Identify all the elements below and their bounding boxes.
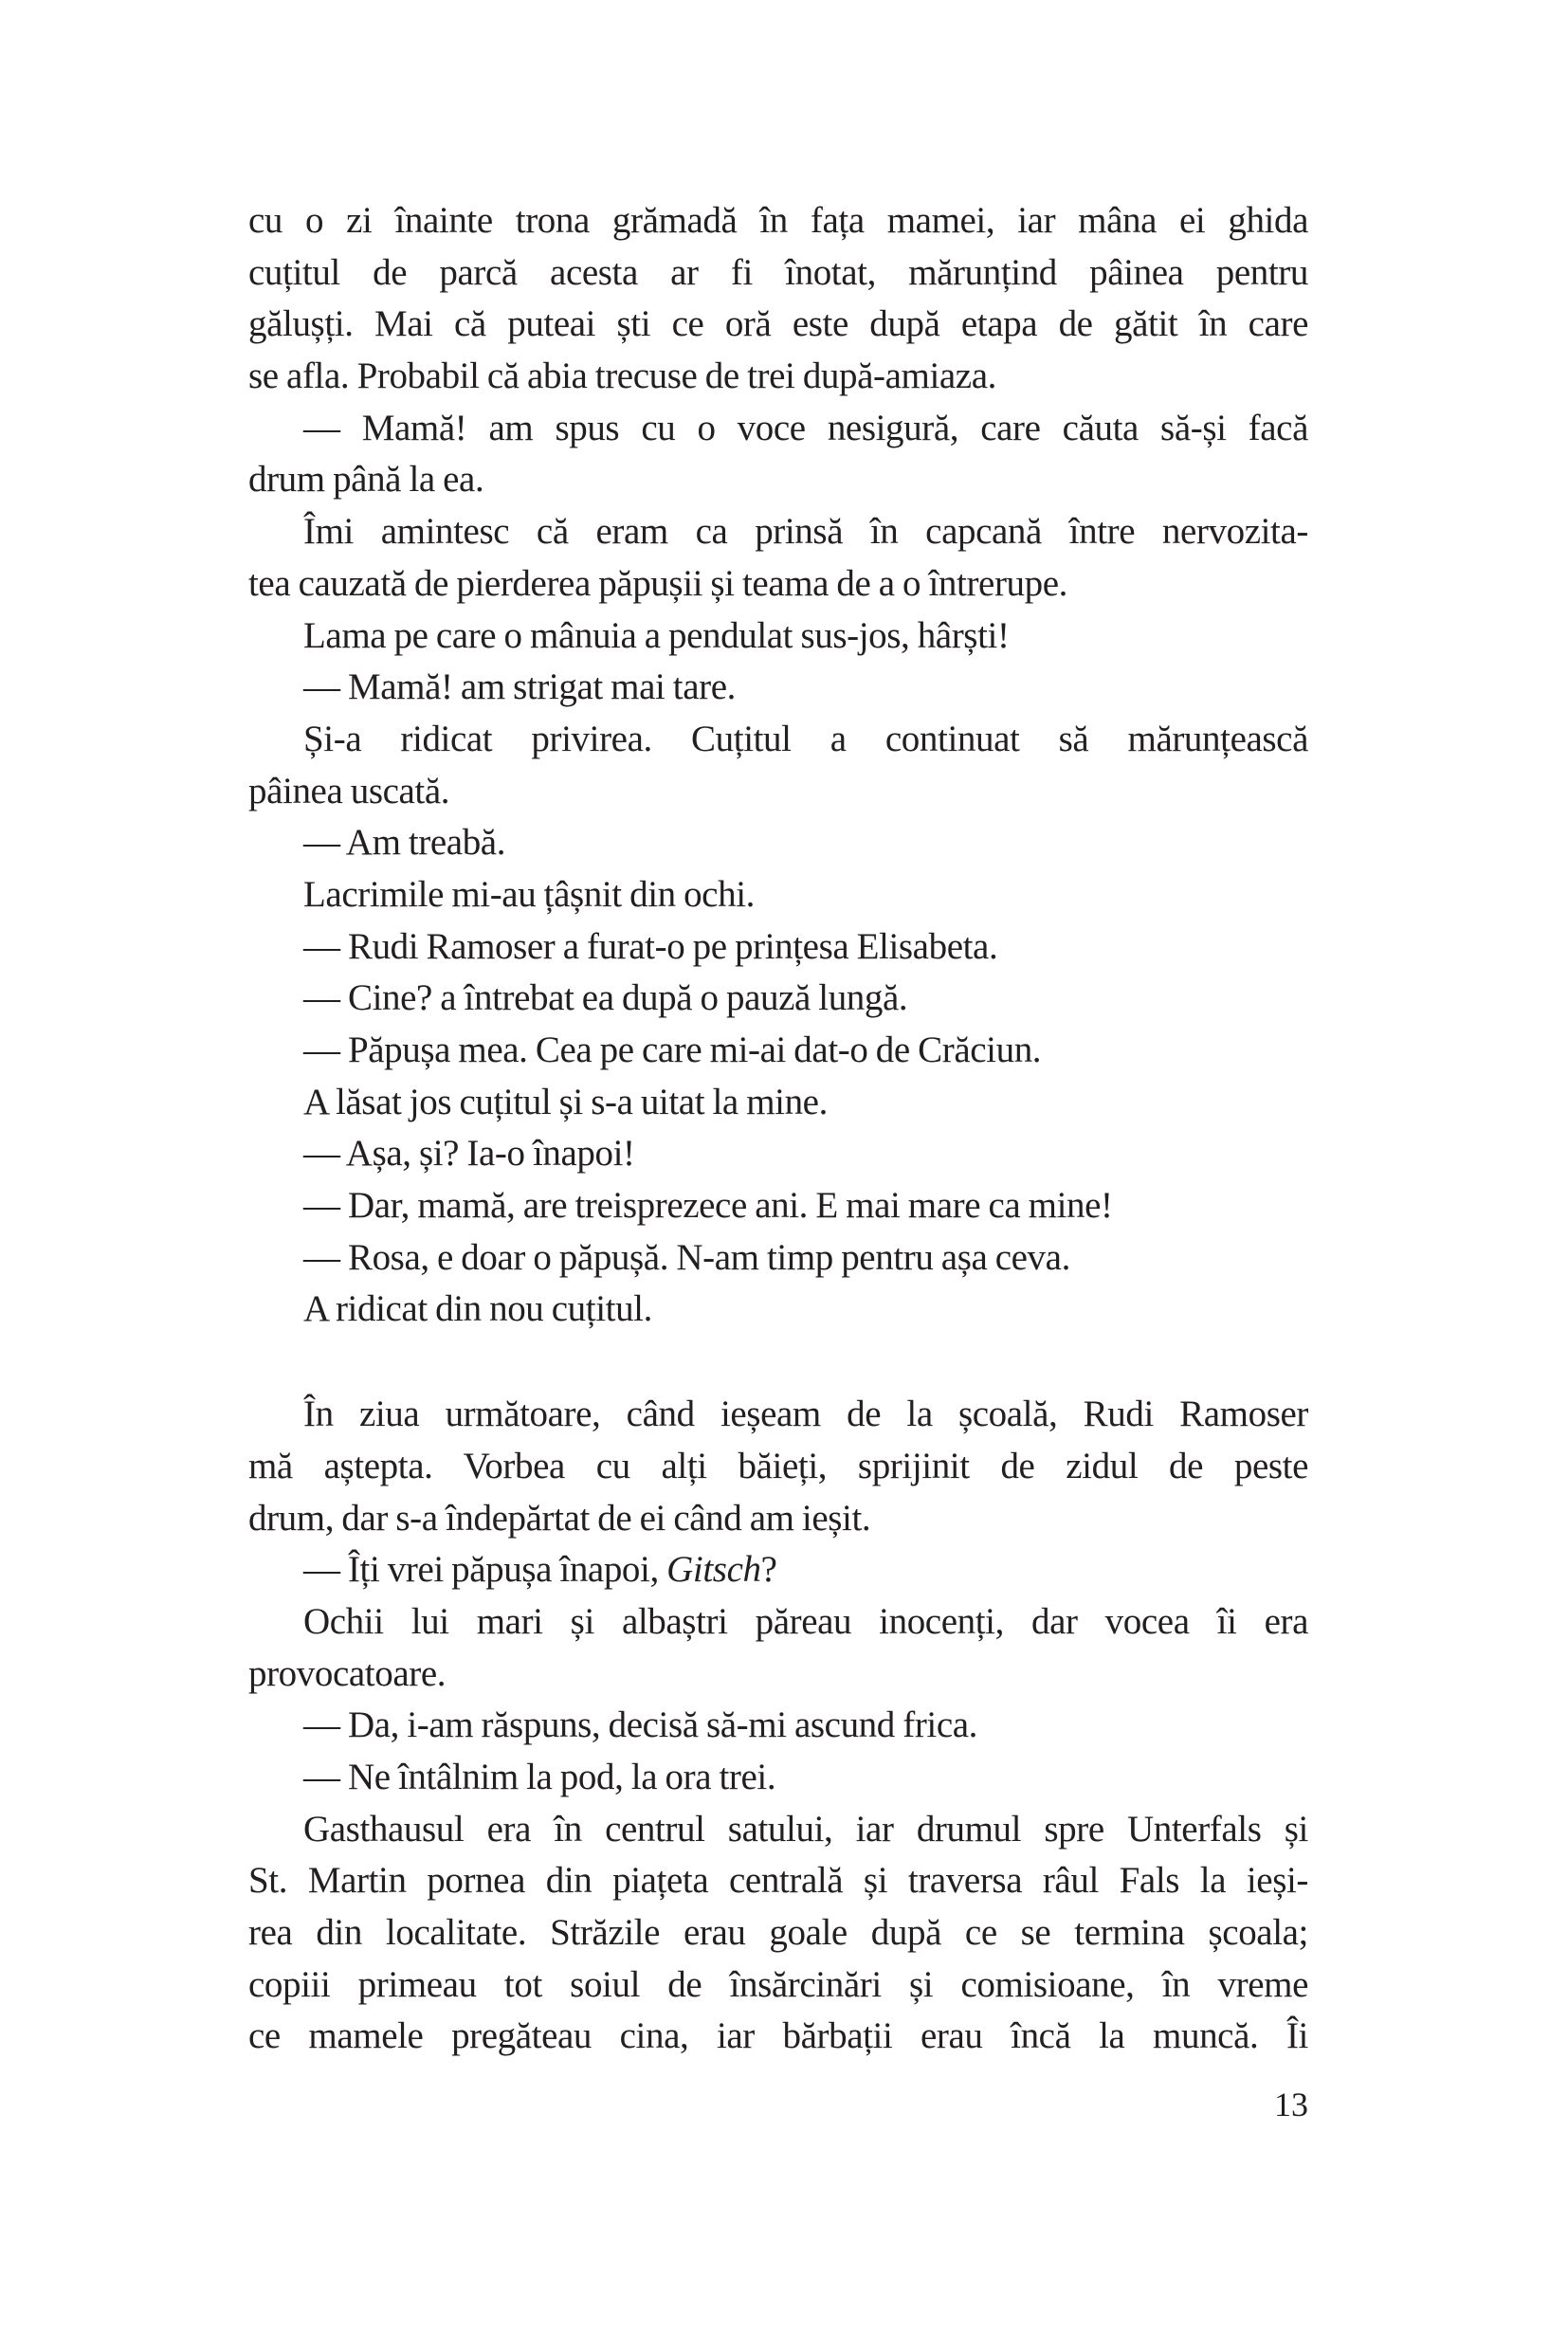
text-line: — Rudi Ramoser a furat-o pe prințesa Elisabeta. bbox=[303, 925, 998, 967]
line-text: — Îți vrei păpușa înapoi, bbox=[303, 1549, 667, 1591]
text-line: Lacrimile mi-au țâșnit din ochi. bbox=[303, 873, 755, 915]
paragraph-gasthausul bbox=[248, 1804, 1308, 2063]
dialogue-rudi bbox=[248, 921, 1308, 974]
dialogue-iti-vrei bbox=[248, 1544, 1308, 1596]
text-line: — Mamă! am strigat mai tare. bbox=[303, 666, 736, 708]
line-punctuation: ? bbox=[760, 1549, 777, 1591]
text-line: gălușți. Mai că puteai ști ce oră este după etapa de gătit în care bbox=[248, 303, 1308, 345]
text-line: mă aștepta. Vorbea cu alți băieți, sprijinit de zidul de peste bbox=[248, 1445, 1308, 1486]
dialogue-da bbox=[248, 1700, 1308, 1752]
text-line: — Așa, și? Ia-o înapoi! bbox=[303, 1133, 635, 1175]
paragraph-lama bbox=[248, 611, 1308, 663]
text-line: — Dar, mamă, are treisprezece ani. E mai mare ca mine! bbox=[303, 1185, 1113, 1227]
text-line: — Am treabă. bbox=[303, 822, 506, 864]
text-line: ce mamele pregăteau cina, iar bărbații erau încă la muncă. Îi bbox=[248, 2015, 1308, 2057]
text-line: În ziua următoare, când ieșeam de la școală, Rudi Ramoser bbox=[303, 1394, 1308, 1435]
text-line: Îmi amintesc că eram ca prinsă în capcană între nervozita- bbox=[303, 511, 1308, 553]
dialogue-dar-mama bbox=[248, 1180, 1308, 1232]
text-line: Și-a ridicat privirea. Cuțitul a continuat să mărunțească bbox=[303, 718, 1308, 759]
section-break bbox=[248, 1336, 1308, 1389]
text-line: Gasthausul era în centrul satului, iar drumul spre Unterfals și bbox=[303, 1808, 1308, 1850]
text-line: — Rosa, e doar o păpușă. N-am timp pentru așa ceva. bbox=[303, 1236, 1070, 1278]
text-line: rea din localitate. Străzile erau goale după ce se termina școala; bbox=[248, 1912, 1308, 1953]
text-line: A ridicat din nou cuțitul. bbox=[303, 1288, 652, 1330]
text-line: — Da, i-am răspuns, decisă să-mi ascund frica. bbox=[303, 1704, 978, 1746]
paragraph-imi-amintesc bbox=[248, 506, 1308, 610]
text-line: pâinea uscată. bbox=[248, 770, 450, 811]
dialogue-rosa bbox=[248, 1232, 1308, 1285]
text-line: cuțitul de parcă acesta ar fi înotat, mărunțind pâinea pentru bbox=[248, 251, 1308, 293]
text-line: drum, dar s-a îndepărtat de ei când am ieșit. bbox=[248, 1497, 871, 1539]
paragraph-ochii bbox=[248, 1596, 1308, 1700]
text-line: Ochii lui mari și albaștri păreau inocenți, dar vocea îi era bbox=[303, 1600, 1308, 1642]
text-line: drum până la ea. bbox=[248, 459, 484, 501]
text-line: copiii primeau tot soiul de însărcinări și comisioane, în vreme bbox=[248, 1963, 1308, 2005]
text-line: se afla. Probabil că abia trecuse de trei după-amiaza. bbox=[248, 355, 996, 397]
paragraph-a-ridicat bbox=[248, 1284, 1308, 1336]
text-line: — Cine? a întrebat ea după o pauză lungă. bbox=[303, 977, 908, 1019]
paragraph-in-ziua bbox=[248, 1389, 1308, 1544]
dialogue-mama-1 bbox=[248, 403, 1308, 506]
text-line: tea cauzată de pierderea păpușii și teama de a o întrerupe. bbox=[248, 562, 1068, 604]
dialogue-papusa-mea bbox=[248, 1025, 1308, 1077]
text-line: — Păpușa mea. Cea pe care mi-ai dat-o de Crăciun. bbox=[303, 1030, 1042, 1070]
dialogue-mama-2 bbox=[248, 662, 1308, 714]
text-line: St. Martin pornea din piațeta centrală și traversa râul Fals la ieși- bbox=[248, 1860, 1308, 1902]
text-section-2 bbox=[248, 1389, 1308, 2063]
italic-word: Gitsch bbox=[666, 1549, 761, 1591]
dialogue-cine bbox=[248, 973, 1308, 1025]
dialogue-ne-intalnim bbox=[248, 1752, 1308, 1804]
paragraph-privirea bbox=[248, 714, 1308, 817]
text-line: cu o zi înainte trona grămadă în fața mamei, iar mâna ei ghida bbox=[248, 200, 1308, 241]
text-line: — Ne întâlnim la pod, la ora trei. bbox=[303, 1756, 776, 1797]
text-line: provocatoare. bbox=[248, 1652, 447, 1694]
text-section-1 bbox=[248, 195, 1308, 1336]
book-page-text bbox=[248, 195, 1308, 2063]
text-line bbox=[248, 1544, 1308, 1596]
text-line: — Mamă! am spus cu o voce nesigură, care căuta să-și facă bbox=[303, 407, 1308, 448]
text-line: Lama pe care o mânuia a pendulat sus-jos, hârști! bbox=[303, 614, 1010, 656]
dialogue-am-treaba bbox=[248, 817, 1308, 869]
text-line: A lăsat jos cuțitul și s-a uitat la mine. bbox=[303, 1081, 828, 1122]
paragraph-lacrimile bbox=[248, 869, 1308, 921]
paragraph-a-lasat bbox=[248, 1077, 1308, 1129]
paragraph-continuation bbox=[248, 195, 1308, 403]
dialogue-asa-si bbox=[248, 1128, 1308, 1180]
page-number: 13 bbox=[1274, 2086, 1308, 2123]
